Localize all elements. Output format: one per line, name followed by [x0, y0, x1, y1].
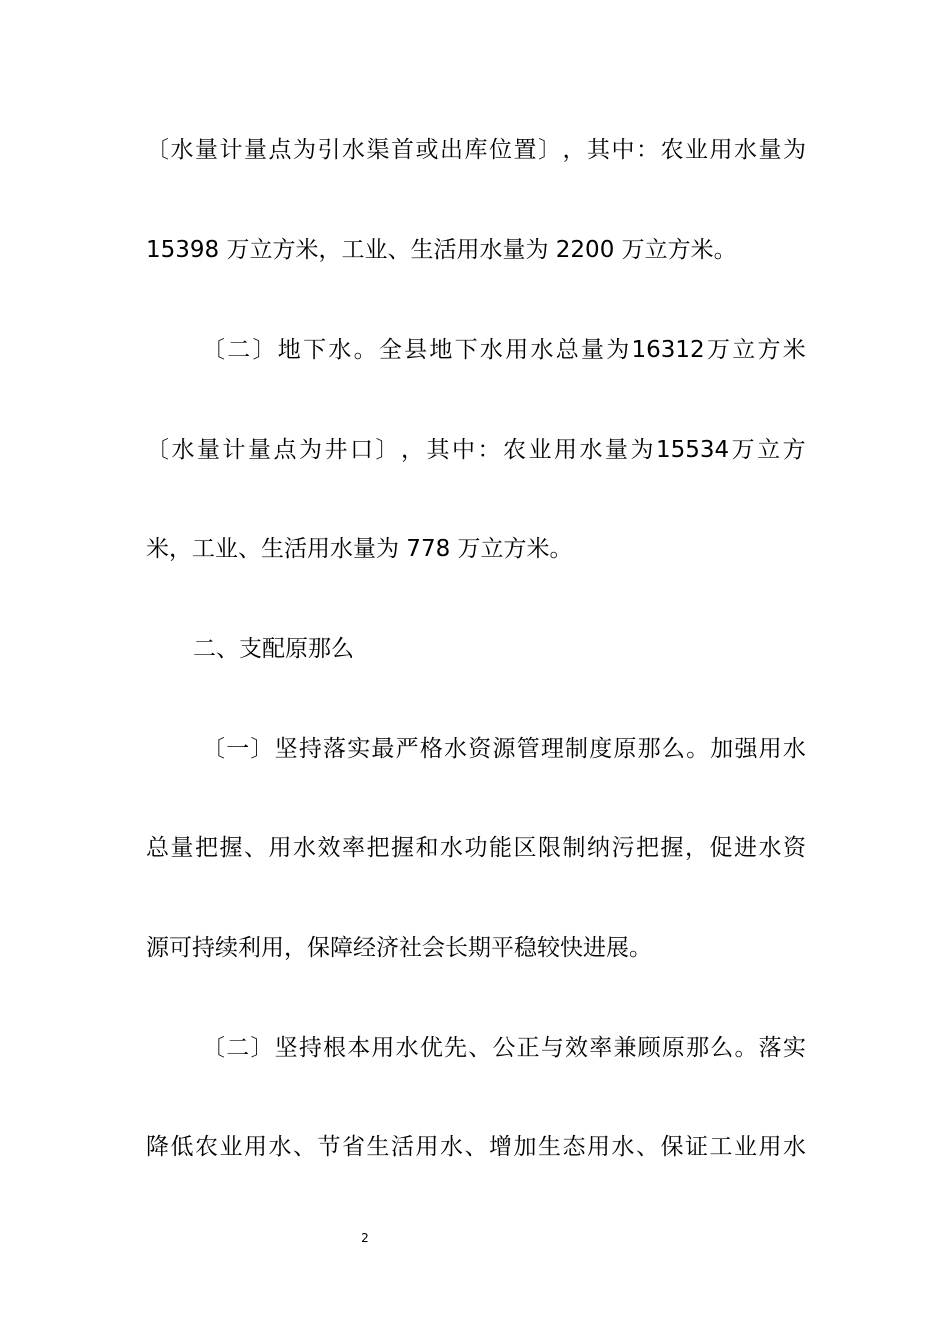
paragraph-line-2: 15398 万立方米，工业、生活用水量为 2200 万立方米。	[146, 237, 737, 263]
paragraph-line-7: 〔 一 〕 坚 持 落 实 最 严 格 水 资 源 管 理 制 度 原 那 么 。 加 强 用 水	[202, 736, 806, 762]
paragraph-line-1: 〔 水 量 计 量 点 为 引 水 渠 首 或 出 库 位 置 〕 ， 其 中 ： 农 业 用 水 量 为	[146, 137, 806, 163]
paragraph-line-10: 〔 二 〕 坚 持 根 本 用 水 优 先 、 公 正 与 效 率 兼 顾 原 那 么 。 落 实	[202, 1035, 806, 1061]
paragraph-line-9: 源可持续利用，保障经济社会长期平稳较快进展。	[146, 935, 652, 961]
paragraph-line-8: 总 量 把 握 、 用 水 效 率 把 握 和 水 功 能 区 限 制 纳 污 把 握 ， 促 进 水 资	[146, 835, 806, 861]
paragraph-line-5: 米，工业、生活用水量为 778 万立方米。	[146, 536, 573, 562]
page-number: 2	[361, 1231, 369, 1245]
paragraph-line-4: 〔 水 量 计 量 点 为 井 口 〕 ， 其 中 ： 农 业 用 水 量 为 15534 万 立 方	[146, 437, 806, 463]
paragraph-line-3: 〔 二 〕 地 下 水 。 全 县 地 下 水 用 水 总 量 为 16312 万 立 方 米	[202, 337, 806, 363]
section-heading: 二、支配原那么	[193, 636, 354, 662]
paragraph-line-11: 降 低 农 业 用 水 、 节 省 生 活 用 水 、 增 加 生 态 用 水 、 保 证 工 业 用 水	[146, 1134, 806, 1160]
